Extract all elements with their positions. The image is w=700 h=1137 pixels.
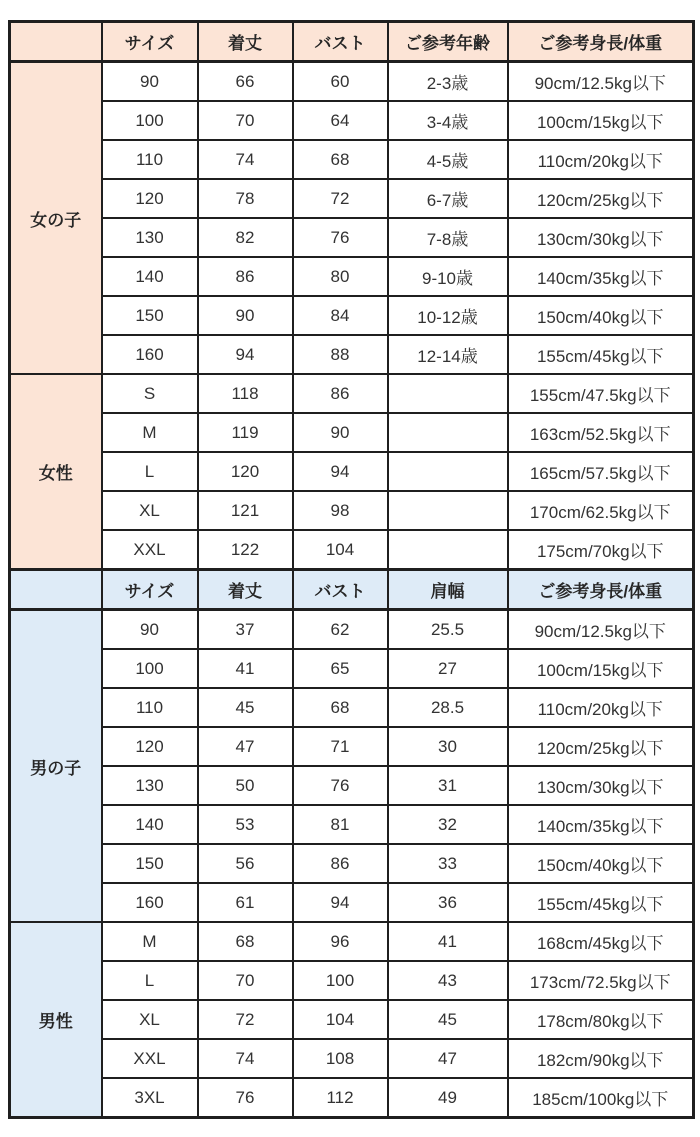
table-row bbox=[10, 727, 694, 766]
table-cell: 10-12歳 bbox=[388, 296, 508, 335]
table-cell: 76 bbox=[293, 218, 388, 257]
table-cell: 68 bbox=[198, 922, 293, 961]
table-row bbox=[10, 140, 694, 179]
table-row bbox=[10, 922, 694, 961]
table-cell: 112 bbox=[293, 1078, 388, 1118]
table-cell: 130cm/30kg以下 bbox=[508, 218, 694, 257]
table-cell: 150 bbox=[102, 844, 198, 883]
column-header: ご参考年齢 bbox=[388, 22, 508, 62]
table-cell: 118 bbox=[198, 374, 293, 413]
table-cell: 120 bbox=[198, 452, 293, 491]
table-cell: 94 bbox=[293, 883, 388, 922]
table-cell: 100 bbox=[293, 961, 388, 1000]
table-cell: 140 bbox=[102, 257, 198, 296]
table-cell: 110 bbox=[102, 688, 198, 727]
table-cell: 7-8歳 bbox=[388, 218, 508, 257]
section-label: 男性 bbox=[10, 922, 102, 1118]
table-cell: 65 bbox=[293, 649, 388, 688]
section-label: 男の子 bbox=[10, 610, 102, 923]
table-cell: 90 bbox=[102, 610, 198, 650]
table-cell: 110cm/20kg以下 bbox=[508, 688, 694, 727]
table-cell: 62 bbox=[293, 610, 388, 650]
table-row bbox=[10, 844, 694, 883]
table-cell: 185cm/100kg以下 bbox=[508, 1078, 694, 1118]
table-cell: 6-7歳 bbox=[388, 179, 508, 218]
table-cell: 74 bbox=[198, 1039, 293, 1078]
table-cell: 130cm/30kg以下 bbox=[508, 766, 694, 805]
table-cell: 155cm/47.5kg以下 bbox=[508, 374, 694, 413]
table-cell: 90cm/12.5kg以下 bbox=[508, 62, 694, 102]
table-cell: 3-4歳 bbox=[388, 101, 508, 140]
table-cell: 50 bbox=[198, 766, 293, 805]
table-cell: 70 bbox=[198, 961, 293, 1000]
table-cell: XXL bbox=[102, 1039, 198, 1078]
table-cell: 110cm/20kg以下 bbox=[508, 140, 694, 179]
table-cell: 178cm/80kg以下 bbox=[508, 1000, 694, 1039]
table-cell: 88 bbox=[293, 335, 388, 374]
table-cell: 104 bbox=[293, 530, 388, 570]
section-label: 女の子 bbox=[10, 62, 102, 375]
table-cell: 94 bbox=[293, 452, 388, 491]
table-cell: 165cm/57.5kg以下 bbox=[508, 452, 694, 491]
table-cell: 90 bbox=[198, 296, 293, 335]
table-cell: 108 bbox=[293, 1039, 388, 1078]
table-cell: 56 bbox=[198, 844, 293, 883]
table-cell: 120 bbox=[102, 179, 198, 218]
table-cell: 41 bbox=[198, 649, 293, 688]
table-row bbox=[10, 452, 694, 491]
table-row bbox=[10, 883, 694, 922]
header-corner-cell bbox=[10, 22, 102, 62]
table-cell: 82 bbox=[198, 218, 293, 257]
table-cell: L bbox=[102, 961, 198, 1000]
table-row bbox=[10, 805, 694, 844]
table-cell: 86 bbox=[293, 374, 388, 413]
table-row bbox=[10, 1000, 694, 1039]
table-row bbox=[10, 1078, 694, 1118]
column-header: ご参考身長/体重 bbox=[508, 22, 694, 62]
table-cell: 28.5 bbox=[388, 688, 508, 727]
table-cell: 25.5 bbox=[388, 610, 508, 650]
column-header: ご参考身長/体重 bbox=[508, 570, 694, 610]
table-cell: 140cm/35kg以下 bbox=[508, 257, 694, 296]
table-cell: 32 bbox=[388, 805, 508, 844]
table-cell: 150 bbox=[102, 296, 198, 335]
table-cell: 72 bbox=[198, 1000, 293, 1039]
table-row bbox=[10, 218, 694, 257]
column-header: サイズ bbox=[102, 570, 198, 610]
table-cell bbox=[388, 374, 508, 413]
column-header: バスト bbox=[293, 570, 388, 610]
table-cell: 163cm/52.5kg以下 bbox=[508, 413, 694, 452]
table-cell: 130 bbox=[102, 218, 198, 257]
table-cell: 64 bbox=[293, 101, 388, 140]
table-cell: 60 bbox=[293, 62, 388, 102]
table-cell: 94 bbox=[198, 335, 293, 374]
table-cell: 86 bbox=[293, 844, 388, 883]
table-cell: 72 bbox=[293, 179, 388, 218]
table-cell: 155cm/45kg以下 bbox=[508, 335, 694, 374]
table-cell: 81 bbox=[293, 805, 388, 844]
table-cell: 45 bbox=[198, 688, 293, 727]
table-cell: 140 bbox=[102, 805, 198, 844]
table-row bbox=[10, 413, 694, 452]
table-cell: 120 bbox=[102, 727, 198, 766]
table-cell: 36 bbox=[388, 883, 508, 922]
table-cell: 78 bbox=[198, 179, 293, 218]
table-cell: 173cm/72.5kg以下 bbox=[508, 961, 694, 1000]
table-cell: 120cm/25kg以下 bbox=[508, 727, 694, 766]
table-cell: 2-3歳 bbox=[388, 62, 508, 102]
table-cell: 31 bbox=[388, 766, 508, 805]
table-cell: 100 bbox=[102, 101, 198, 140]
size-chart-table bbox=[8, 20, 695, 1119]
table-cell: 27 bbox=[388, 649, 508, 688]
table-cell: 104 bbox=[293, 1000, 388, 1039]
table-cell: 66 bbox=[198, 62, 293, 102]
table-cell: 12-14歳 bbox=[388, 335, 508, 374]
table-row bbox=[10, 610, 694, 650]
table-cell: 76 bbox=[293, 766, 388, 805]
table-row bbox=[10, 62, 694, 102]
table-cell: 168cm/45kg以下 bbox=[508, 922, 694, 961]
table-row bbox=[10, 491, 694, 530]
table-row bbox=[10, 374, 694, 413]
table-row bbox=[10, 296, 694, 335]
table-cell: 140cm/35kg以下 bbox=[508, 805, 694, 844]
table-cell: 4-5歳 bbox=[388, 140, 508, 179]
table-cell: 119 bbox=[198, 413, 293, 452]
table-cell: 43 bbox=[388, 961, 508, 1000]
column-header: バスト bbox=[293, 22, 388, 62]
table-cell bbox=[388, 413, 508, 452]
table-row bbox=[10, 530, 694, 570]
table-cell: 37 bbox=[198, 610, 293, 650]
table-cell: 160 bbox=[102, 335, 198, 374]
table-cell: 100cm/15kg以下 bbox=[508, 101, 694, 140]
table-row bbox=[10, 101, 694, 140]
table-cell: 33 bbox=[388, 844, 508, 883]
table-cell: 84 bbox=[293, 296, 388, 335]
header-row-1 bbox=[10, 22, 694, 62]
table-cell: 121 bbox=[198, 491, 293, 530]
table-cell bbox=[388, 530, 508, 570]
table-cell: 120cm/25kg以下 bbox=[508, 179, 694, 218]
table-cell: M bbox=[102, 922, 198, 961]
table-cell: 74 bbox=[198, 140, 293, 179]
table-cell: 90 bbox=[293, 413, 388, 452]
table-cell: 47 bbox=[388, 1039, 508, 1078]
table-cell: 155cm/45kg以下 bbox=[508, 883, 694, 922]
column-header: 肩幅 bbox=[388, 570, 508, 610]
table-row bbox=[10, 766, 694, 805]
table-cell: 160 bbox=[102, 883, 198, 922]
table-cell: 175cm/70kg以下 bbox=[508, 530, 694, 570]
table-cell: 53 bbox=[198, 805, 293, 844]
section-label: 女性 bbox=[10, 374, 102, 570]
table-cell: L bbox=[102, 452, 198, 491]
table-cell: S bbox=[102, 374, 198, 413]
table-cell: 68 bbox=[293, 688, 388, 727]
column-header: 着丈 bbox=[198, 22, 293, 62]
table-cell: 45 bbox=[388, 1000, 508, 1039]
table-cell: 76 bbox=[198, 1078, 293, 1118]
table-cell: 86 bbox=[198, 257, 293, 296]
table-cell: 90cm/12.5kg以下 bbox=[508, 610, 694, 650]
table-row bbox=[10, 257, 694, 296]
table-row bbox=[10, 649, 694, 688]
table-cell: 41 bbox=[388, 922, 508, 961]
table-cell: XXL bbox=[102, 530, 198, 570]
table-cell: M bbox=[102, 413, 198, 452]
table-row bbox=[10, 179, 694, 218]
table-row bbox=[10, 1039, 694, 1078]
table-cell: 150cm/40kg以下 bbox=[508, 844, 694, 883]
table-cell: 170cm/62.5kg以下 bbox=[508, 491, 694, 530]
table-cell: XL bbox=[102, 491, 198, 530]
table-cell: 68 bbox=[293, 140, 388, 179]
table-cell: 96 bbox=[293, 922, 388, 961]
table-cell: 70 bbox=[198, 101, 293, 140]
table-cell: 110 bbox=[102, 140, 198, 179]
column-header: サイズ bbox=[102, 22, 198, 62]
table-cell: 150cm/40kg以下 bbox=[508, 296, 694, 335]
table-cell: 98 bbox=[293, 491, 388, 530]
table-cell: 90 bbox=[102, 62, 198, 102]
table-cell: 122 bbox=[198, 530, 293, 570]
table-cell: 61 bbox=[198, 883, 293, 922]
table-cell: 100cm/15kg以下 bbox=[508, 649, 694, 688]
table-cell: 100 bbox=[102, 649, 198, 688]
table-cell: 182cm/90kg以下 bbox=[508, 1039, 694, 1078]
table-cell bbox=[388, 491, 508, 530]
header-corner-cell bbox=[10, 570, 102, 610]
table-cell: 80 bbox=[293, 257, 388, 296]
table-row bbox=[10, 688, 694, 727]
table-cell: 47 bbox=[198, 727, 293, 766]
header-row-2 bbox=[10, 570, 694, 610]
column-header: 着丈 bbox=[198, 570, 293, 610]
table-cell: 71 bbox=[293, 727, 388, 766]
table-cell: 49 bbox=[388, 1078, 508, 1118]
table-cell: 9-10歳 bbox=[388, 257, 508, 296]
table-row bbox=[10, 335, 694, 374]
table-row bbox=[10, 961, 694, 1000]
table-cell: 30 bbox=[388, 727, 508, 766]
table-cell: 3XL bbox=[102, 1078, 198, 1118]
table-cell: XL bbox=[102, 1000, 198, 1039]
table-cell: 130 bbox=[102, 766, 198, 805]
table-cell bbox=[388, 452, 508, 491]
